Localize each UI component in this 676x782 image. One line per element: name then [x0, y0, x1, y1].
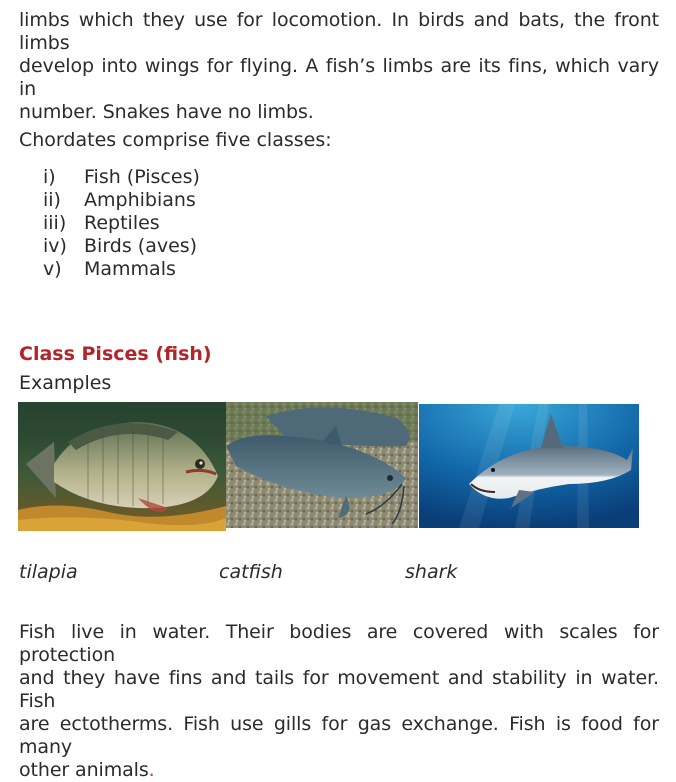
examples-label: Examples [19, 372, 112, 394]
list-number: i) [43, 166, 56, 188]
catfish-photo [226, 402, 418, 528]
list-item [43, 258, 200, 281]
paragraph-line: are ectotherms. Fish use gills for gas exchange. Fish is food for many [19, 713, 659, 758]
caption-tilapia: tilapia [19, 561, 78, 583]
classes-intro: Chordates comprise five classes: [19, 129, 332, 151]
paragraph-limbs [19, 9, 659, 124]
list-label: Reptiles [84, 212, 160, 234]
paragraph-fish [19, 621, 659, 782]
list-item [43, 212, 200, 235]
section-heading: Class Pisces (fish) [19, 343, 212, 365]
list-number: iv) [43, 235, 67, 257]
list-number: iii) [43, 212, 67, 234]
list-item [43, 189, 200, 212]
caption-shark: shark [405, 561, 458, 583]
paragraph-line-text: other animals [19, 759, 149, 781]
paragraph-line: develop into wings for flying. A fish’s limbs are its fins, which vary in [19, 55, 659, 100]
paragraph-line: and they have fins and tails for movement and stability in water. Fish [19, 667, 659, 712]
paragraph-line: Fish live in water. Their bodies are covered with scales for protection [19, 621, 659, 666]
paragraph-line: limbs which they use for locomotion. In birds and bats, the front limbs [19, 9, 659, 54]
list-label: Mammals [84, 258, 176, 280]
paragraph-line: number. Snakes have no limbs. [19, 101, 314, 123]
list-item [43, 166, 200, 189]
tilapia-photo [18, 402, 226, 531]
list-label: Birds (aves) [84, 235, 198, 257]
list-label: Fish (Pisces) [84, 166, 200, 188]
shark-photo [419, 404, 639, 528]
list-number: ii) [43, 189, 61, 211]
caption-catfish: catfish [219, 561, 283, 583]
paragraph-end-mark: . [148, 759, 155, 781]
classes-list [43, 166, 200, 281]
list-label: Amphibians [84, 189, 196, 211]
list-item [43, 235, 200, 258]
paragraph-line [19, 759, 659, 782]
list-number: v) [43, 258, 62, 280]
